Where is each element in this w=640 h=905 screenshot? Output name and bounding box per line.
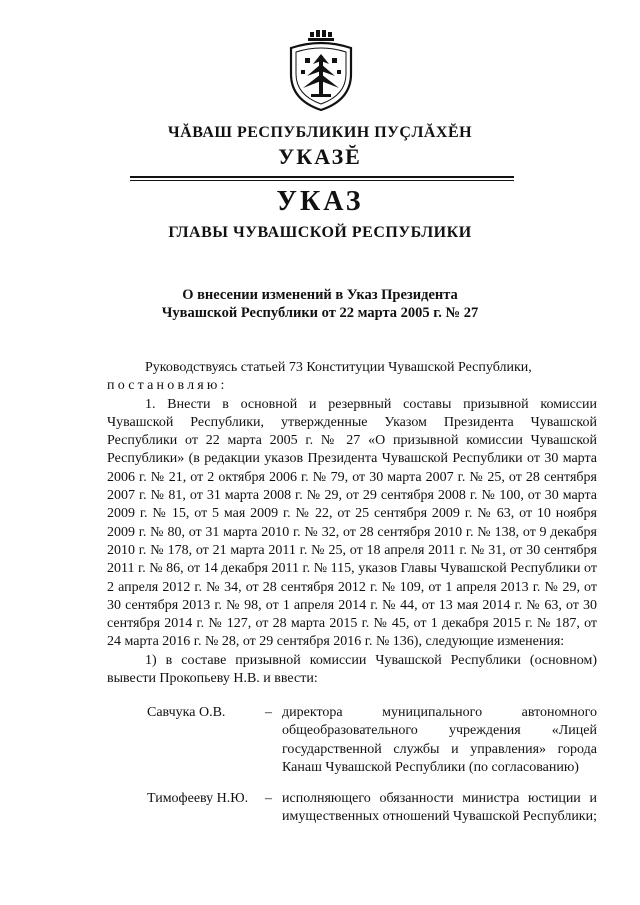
document-title	[0, 286, 640, 322]
appointment-name: Савчука О.В.	[147, 705, 226, 720]
item-1: 1. Внести в основной и резервный составы призывной комиссии Чувашской Республики, утвержденные Указом Президента Чувашской Республики от 22 марта 2005 г. № 27 «О призывной комиссии Чувашской Республики» (в редакции указов Президента Чувашской Республики от 30 марта 2006 г. № 21, от 2 октября 2006 г. № 79, от 30 марта 2007 г. № 25, от 28 сентября 2007 г. № 81, от 31 марта 2008 г. № 29, от 29 сентября 2008 г. № 100, от 30 марта 2009 г. № 15, от 5 мая 2009 г. № 22, от 25 сентября 2009 г. № 63, от 10 ноября 2009 г. № 80, от 31 марта 2010 г. № 32, от 28 сентября 2010 г. № 138, от 9 декабря 2010 г. № 178, от 21 марта 2011 г. № 25, от 18 апреля 2011 г. № 31, от 30 сентября 2011 г. № 86, от 14 декабря 2011 г. № 115, указов Главы Чувашской Республики от 2 апреля 2012 г. № 34, от 28 сентября 2012 г. № 109, от 1 апреля 2013 г. № 29, от 30 сентября 2013 г. № 98, от 1 апреля 2014 г. № 44, от 13 мая 2014 г. № 63, от 30 сентября 2014 г. № 127, от 28 марта 2015 г. № 45, от 1 декабря 2015 г. № 187, от 24 марта 2016 г. № 28, от 29 сентября 2016 г. № 136), следующие изменения:	[107, 396, 597, 650]
header-chuvash-line: ЧĂВАШ РЕСПУБЛИКИН ПУÇЛĂХĔН	[167, 124, 473, 141]
subitem-1: 1) в составе призывной комиссии Чувашской Республики (основном) вывести Прокопьеву Н.В. и ввести:	[107, 652, 597, 687]
resolve-word: постановляю:	[107, 378, 228, 394]
appointment-description: директора муниципального автономного общеобразовательного учреждения «Лицей государственной службы и управления» города Канаш Чувашской Республики (по согласованию)	[282, 705, 597, 775]
appointment-name: Тимофееву Н.Ю.	[147, 791, 249, 806]
appointment-description: исполняющего обязанности министра юстиции и имущественных отношений Чувашской Республики;	[282, 791, 597, 825]
document-body	[107, 359, 597, 688]
header-russian-line: ГЛАВЫ ЧУВАШСКОЙ РЕСПУБЛИКИ	[168, 224, 472, 241]
appointment-dash: –	[265, 705, 272, 720]
header-divider-thick	[130, 176, 514, 178]
appointment-dash: –	[265, 791, 272, 806]
preamble: Руководствуясь статьей 73 Конституции Чувашской Республики,	[145, 360, 532, 375]
header-chuvash-decree: УКАЗĔ	[278, 144, 362, 169]
title-line-2: Чувашской Республики от 22 марта 2005 г. № 27	[161, 305, 479, 321]
chuvash-coat-of-arms-icon	[283, 30, 359, 112]
header-russian-decree: УКАЗ	[276, 186, 364, 217]
title-line-1: О внесении изменений в Указ Президента	[182, 287, 458, 303]
header-divider-thin	[130, 180, 514, 181]
